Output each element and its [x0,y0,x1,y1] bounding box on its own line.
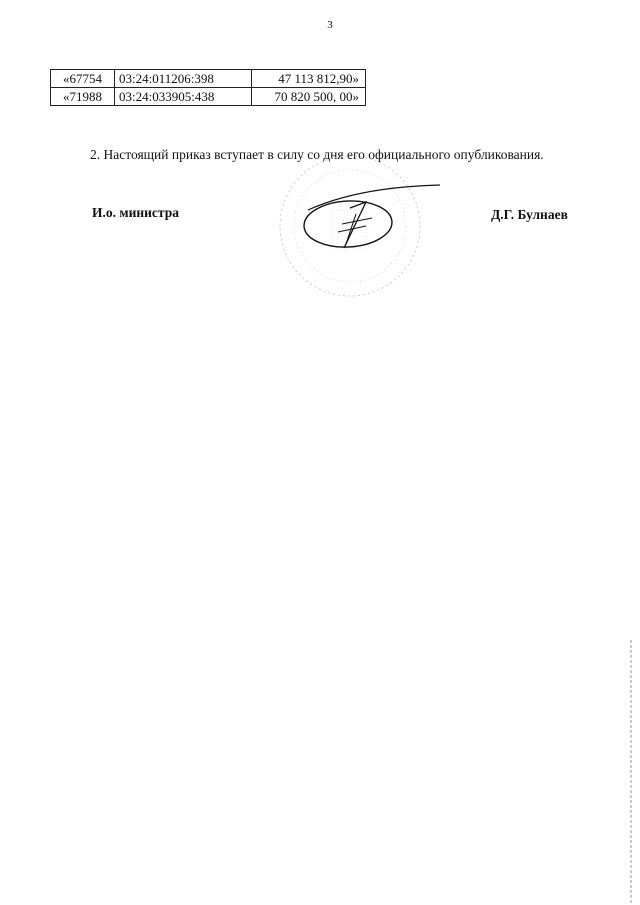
object-id-cell: «67754 [51,70,115,88]
official-seal-and-signature [268,152,448,302]
cadastral-value-cell: 47 113 812,90» [252,70,366,88]
page-number: 3 [327,19,333,31]
table-row [51,70,366,88]
seal-outer-ring [280,156,420,296]
table-row [51,88,366,106]
seal-emblem [332,210,366,248]
signature-stroke [342,218,372,224]
seal-inner-ring [294,170,406,282]
cadastral-value-cell: 70 820 500, 00» [252,88,366,106]
signatory-name: Д.Г. Булнаев [491,207,568,222]
signatory-title: И.о. министра [92,205,179,220]
cadastral-number-cell: 03:24:011206:398 [115,70,252,88]
scan-margin-line [630,640,632,905]
order-paragraph: 2. Настоящий приказ вступает в силу со дня его официального опубликования. [90,147,544,162]
cadastral-number-cell: 03:24:033905:438 [115,88,252,106]
object-id-cell: «71988 [51,88,115,106]
cadastral-value-table [50,69,366,106]
signature-upper-stroke [308,185,440,210]
